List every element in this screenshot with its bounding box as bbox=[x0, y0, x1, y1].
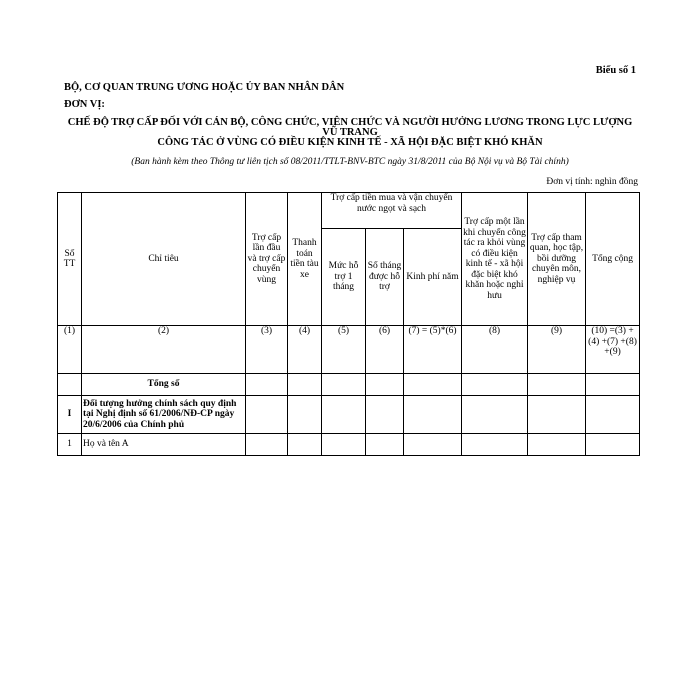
total-c7 bbox=[404, 374, 462, 396]
colnum-3: (3) bbox=[246, 326, 288, 374]
section-i-c6 bbox=[366, 396, 404, 434]
colnum-10: (10) =(3) +(4) +(7) +(8) +(9) bbox=[586, 326, 640, 374]
row-1-c10 bbox=[586, 434, 640, 456]
total-c5 bbox=[322, 374, 366, 396]
unit-line: ĐƠN VỊ: bbox=[64, 99, 105, 110]
colnum-5: (5) bbox=[322, 326, 366, 374]
row-1 bbox=[58, 434, 640, 456]
section-i-label: Đối tượng hưởng chính sách quy định tại Nghị định số 61/2006/NĐ-CP ngày 20/6/2006 của Chính phủ bbox=[82, 396, 246, 434]
header-c3: Trợ cấp lần đầu và trợ cấp chuyển vùng bbox=[246, 193, 288, 326]
section-i-c8 bbox=[462, 396, 528, 434]
header-water-group: Trợ cấp tiền mua và vận chuyển nước ngọt và sạch bbox=[322, 193, 462, 229]
agency-line: BỘ, CƠ QUAN TRUNG ƯƠNG HOẶC ỦY BAN NHÂN DÂN bbox=[64, 82, 345, 93]
form-number: Biểu số 1 bbox=[595, 65, 636, 76]
colnum-2: (2) bbox=[82, 326, 246, 374]
colnum-6: (6) bbox=[366, 326, 404, 374]
document-subtitle: CÔNG TÁC Ở VÙNG CÓ ĐIỀU KIỆN KINH TẾ - XÃ HỘI ĐẶC BIỆT KHÓ KHĂN bbox=[157, 137, 543, 148]
colnum-4: (4) bbox=[288, 326, 322, 374]
section-i-c9 bbox=[528, 396, 586, 434]
colnum-9: (9) bbox=[528, 326, 586, 374]
row-1-c6 bbox=[366, 434, 404, 456]
row-1-c7 bbox=[404, 434, 462, 456]
header-c7: Kinh phí năm bbox=[404, 229, 462, 326]
section-i-row bbox=[58, 396, 640, 434]
header-c9: Trợ cấp tham quan, học tập, bồi dưỡng chuyên môn, nghiệp vụ bbox=[528, 193, 586, 326]
total-stt bbox=[58, 374, 82, 396]
total-label: Tổng số bbox=[82, 374, 246, 396]
total-c9 bbox=[528, 374, 586, 396]
row-1-c5 bbox=[322, 434, 366, 456]
section-i-c7 bbox=[404, 396, 462, 434]
currency-unit: Đơn vị tính: nghìn đồng bbox=[546, 177, 638, 187]
header-row-1 bbox=[58, 193, 640, 229]
column-number-row bbox=[58, 326, 640, 374]
header-c5: Mức hỗ trợ 1 tháng bbox=[322, 229, 366, 326]
total-row bbox=[58, 374, 640, 396]
colnum-7: (7) = (5)*(6) bbox=[404, 326, 462, 374]
section-i-c4 bbox=[288, 396, 322, 434]
header-c4: Thanh toán tiền tàu xe bbox=[288, 193, 322, 326]
total-c8 bbox=[462, 374, 528, 396]
legal-basis: (Ban hành kèm theo Thông tư liên tịch số 08/2011/TTLT-BNV-BTC ngày 31/8/2011 của Bộ Nội vụ và Bộ Tài chính) bbox=[131, 157, 569, 167]
row-1-label: Họ và tên A bbox=[82, 434, 246, 456]
header-stt: Số TT bbox=[58, 193, 82, 326]
row-1-number: 1 bbox=[58, 434, 82, 456]
row-1-c8 bbox=[462, 434, 528, 456]
section-i-c10 bbox=[586, 396, 640, 434]
section-i-c5 bbox=[322, 396, 366, 434]
header-chi-tieu: Chỉ tiêu bbox=[82, 193, 246, 326]
allowance-table bbox=[57, 192, 640, 456]
total-c6 bbox=[366, 374, 404, 396]
header-c10: Tổng cộng bbox=[586, 193, 640, 326]
row-1-c9 bbox=[528, 434, 586, 456]
total-c4 bbox=[288, 374, 322, 396]
row-1-c3 bbox=[246, 434, 288, 456]
colnum-8: (8) bbox=[462, 326, 528, 374]
document-title: CHẾ ĐỘ TRỢ CẤP ĐỐI VỚI CÁN BỘ, CÔNG CHỨC, VIÊN CHỨC VÀ NGƯỜI HƯỞNG LƯƠNG TRONG LỰC LƯỢNG VŨ TRANG bbox=[67, 117, 633, 138]
header-c6: Số tháng được hỗ trợ bbox=[366, 229, 404, 326]
colnum-1: (1) bbox=[58, 326, 82, 374]
section-i-number: I bbox=[58, 396, 82, 434]
total-c10 bbox=[586, 374, 640, 396]
row-1-c4 bbox=[288, 434, 322, 456]
total-c3 bbox=[246, 374, 288, 396]
section-i-c3 bbox=[246, 396, 288, 434]
header-c8: Trợ cấp một lần khi chuyển công tác ra khỏi vùng có điều kiện kinh tế - xã hội đặc biệt khó khăn hoặc nghỉ hưu bbox=[462, 193, 528, 326]
